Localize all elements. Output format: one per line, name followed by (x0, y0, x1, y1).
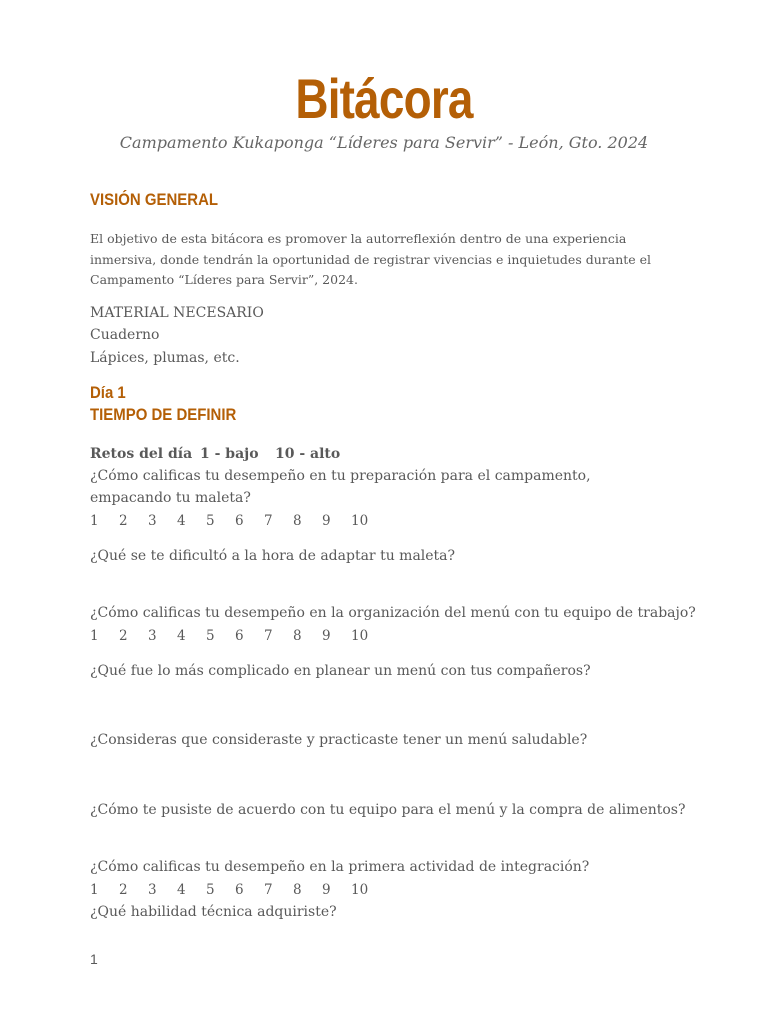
page-number: 1 (90, 951, 98, 967)
materials-heading: MATERIAL NECESARIO (90, 305, 264, 321)
rating-scale-3 (90, 879, 373, 901)
rating-option: 7 (264, 882, 273, 898)
question-4: ¿Qué fue lo más complicado en planear un menú con tus compañeros? (90, 663, 591, 679)
rating-option: 4 (177, 628, 186, 644)
materials-item: Cuaderno (90, 327, 160, 343)
rating-option: 10 (351, 882, 369, 898)
rating-option: 9 (322, 513, 331, 529)
document-title: Bitácora (295, 67, 473, 130)
overview-paragraph: El objetivo de esta bitácora es promover la autorreflexión dentro de una experiencia inmersiva, donde tendrán la oportunidad de registrar vivencias e inquietudes durante el Campamento “Líderes para Servir”, 2024. (90, 231, 652, 287)
rating-option: 10 (351, 628, 369, 644)
rating-scale-1 (90, 510, 373, 532)
rating-option: 9 (322, 628, 331, 644)
retos-high: 10 - alto (275, 446, 341, 462)
rating-option: 5 (206, 513, 215, 529)
question-6: ¿Cómo te pusiste de acuerdo con tu equipo para el menú y la compra de alimentos? (90, 802, 686, 818)
rating-option: 10 (351, 513, 369, 529)
day-label: Día 1 (90, 383, 126, 402)
retos-label: Retos del día (90, 446, 193, 462)
rating-scale-2 (90, 625, 373, 647)
rating-option: 1 (90, 628, 99, 644)
rating-option: 7 (264, 513, 273, 529)
rating-option: 9 (322, 882, 331, 898)
retos-legend (90, 443, 340, 465)
day-section-heading: TIEMPO DE DEFINIR (90, 405, 237, 424)
rating-option: 7 (264, 628, 273, 644)
question-7: ¿Cómo calificas tu desempeño en la primera actividad de integración? (90, 859, 590, 875)
rating-option: 2 (119, 513, 128, 529)
rating-option: 3 (148, 882, 157, 898)
rating-option: 5 (206, 882, 215, 898)
rating-option: 8 (293, 628, 302, 644)
rating-option: 2 (119, 628, 128, 644)
question-1: ¿Cómo calificas tu desempeño en tu preparación para el campamento, empacando tu maleta? (90, 468, 591, 506)
rating-option: 8 (293, 513, 302, 529)
rating-option: 6 (235, 882, 244, 898)
rating-option: 2 (119, 882, 128, 898)
rating-option: 1 (90, 513, 99, 529)
rating-option: 3 (148, 628, 157, 644)
document-subtitle: Campamento Kukaponga “Líderes para Servir” - León, Gto. 2024 (119, 133, 649, 152)
rating-option: 6 (235, 513, 244, 529)
rating-option: 5 (206, 628, 215, 644)
question-8: ¿Qué habilidad técnica adquiriste? (90, 904, 337, 920)
rating-option: 8 (293, 882, 302, 898)
overview-heading: VISIÓN GENERAL (90, 190, 219, 209)
question-3: ¿Cómo calificas tu desempeño en la organización del menú con tu equipo de trabajo? (90, 605, 696, 621)
rating-option: 4 (177, 882, 186, 898)
rating-option: 1 (90, 882, 99, 898)
rating-option: 3 (148, 513, 157, 529)
retos-low: 1 - bajo (200, 446, 259, 462)
materials-item: Lápices, plumas, etc. (90, 350, 240, 366)
rating-option: 6 (235, 628, 244, 644)
question-2: ¿Qué se te dificultó a la hora de adaptar tu maleta? (90, 548, 456, 564)
question-5: ¿Consideras que consideraste y practicaste tener un menú saludable? (90, 732, 588, 748)
rating-option: 4 (177, 513, 186, 529)
